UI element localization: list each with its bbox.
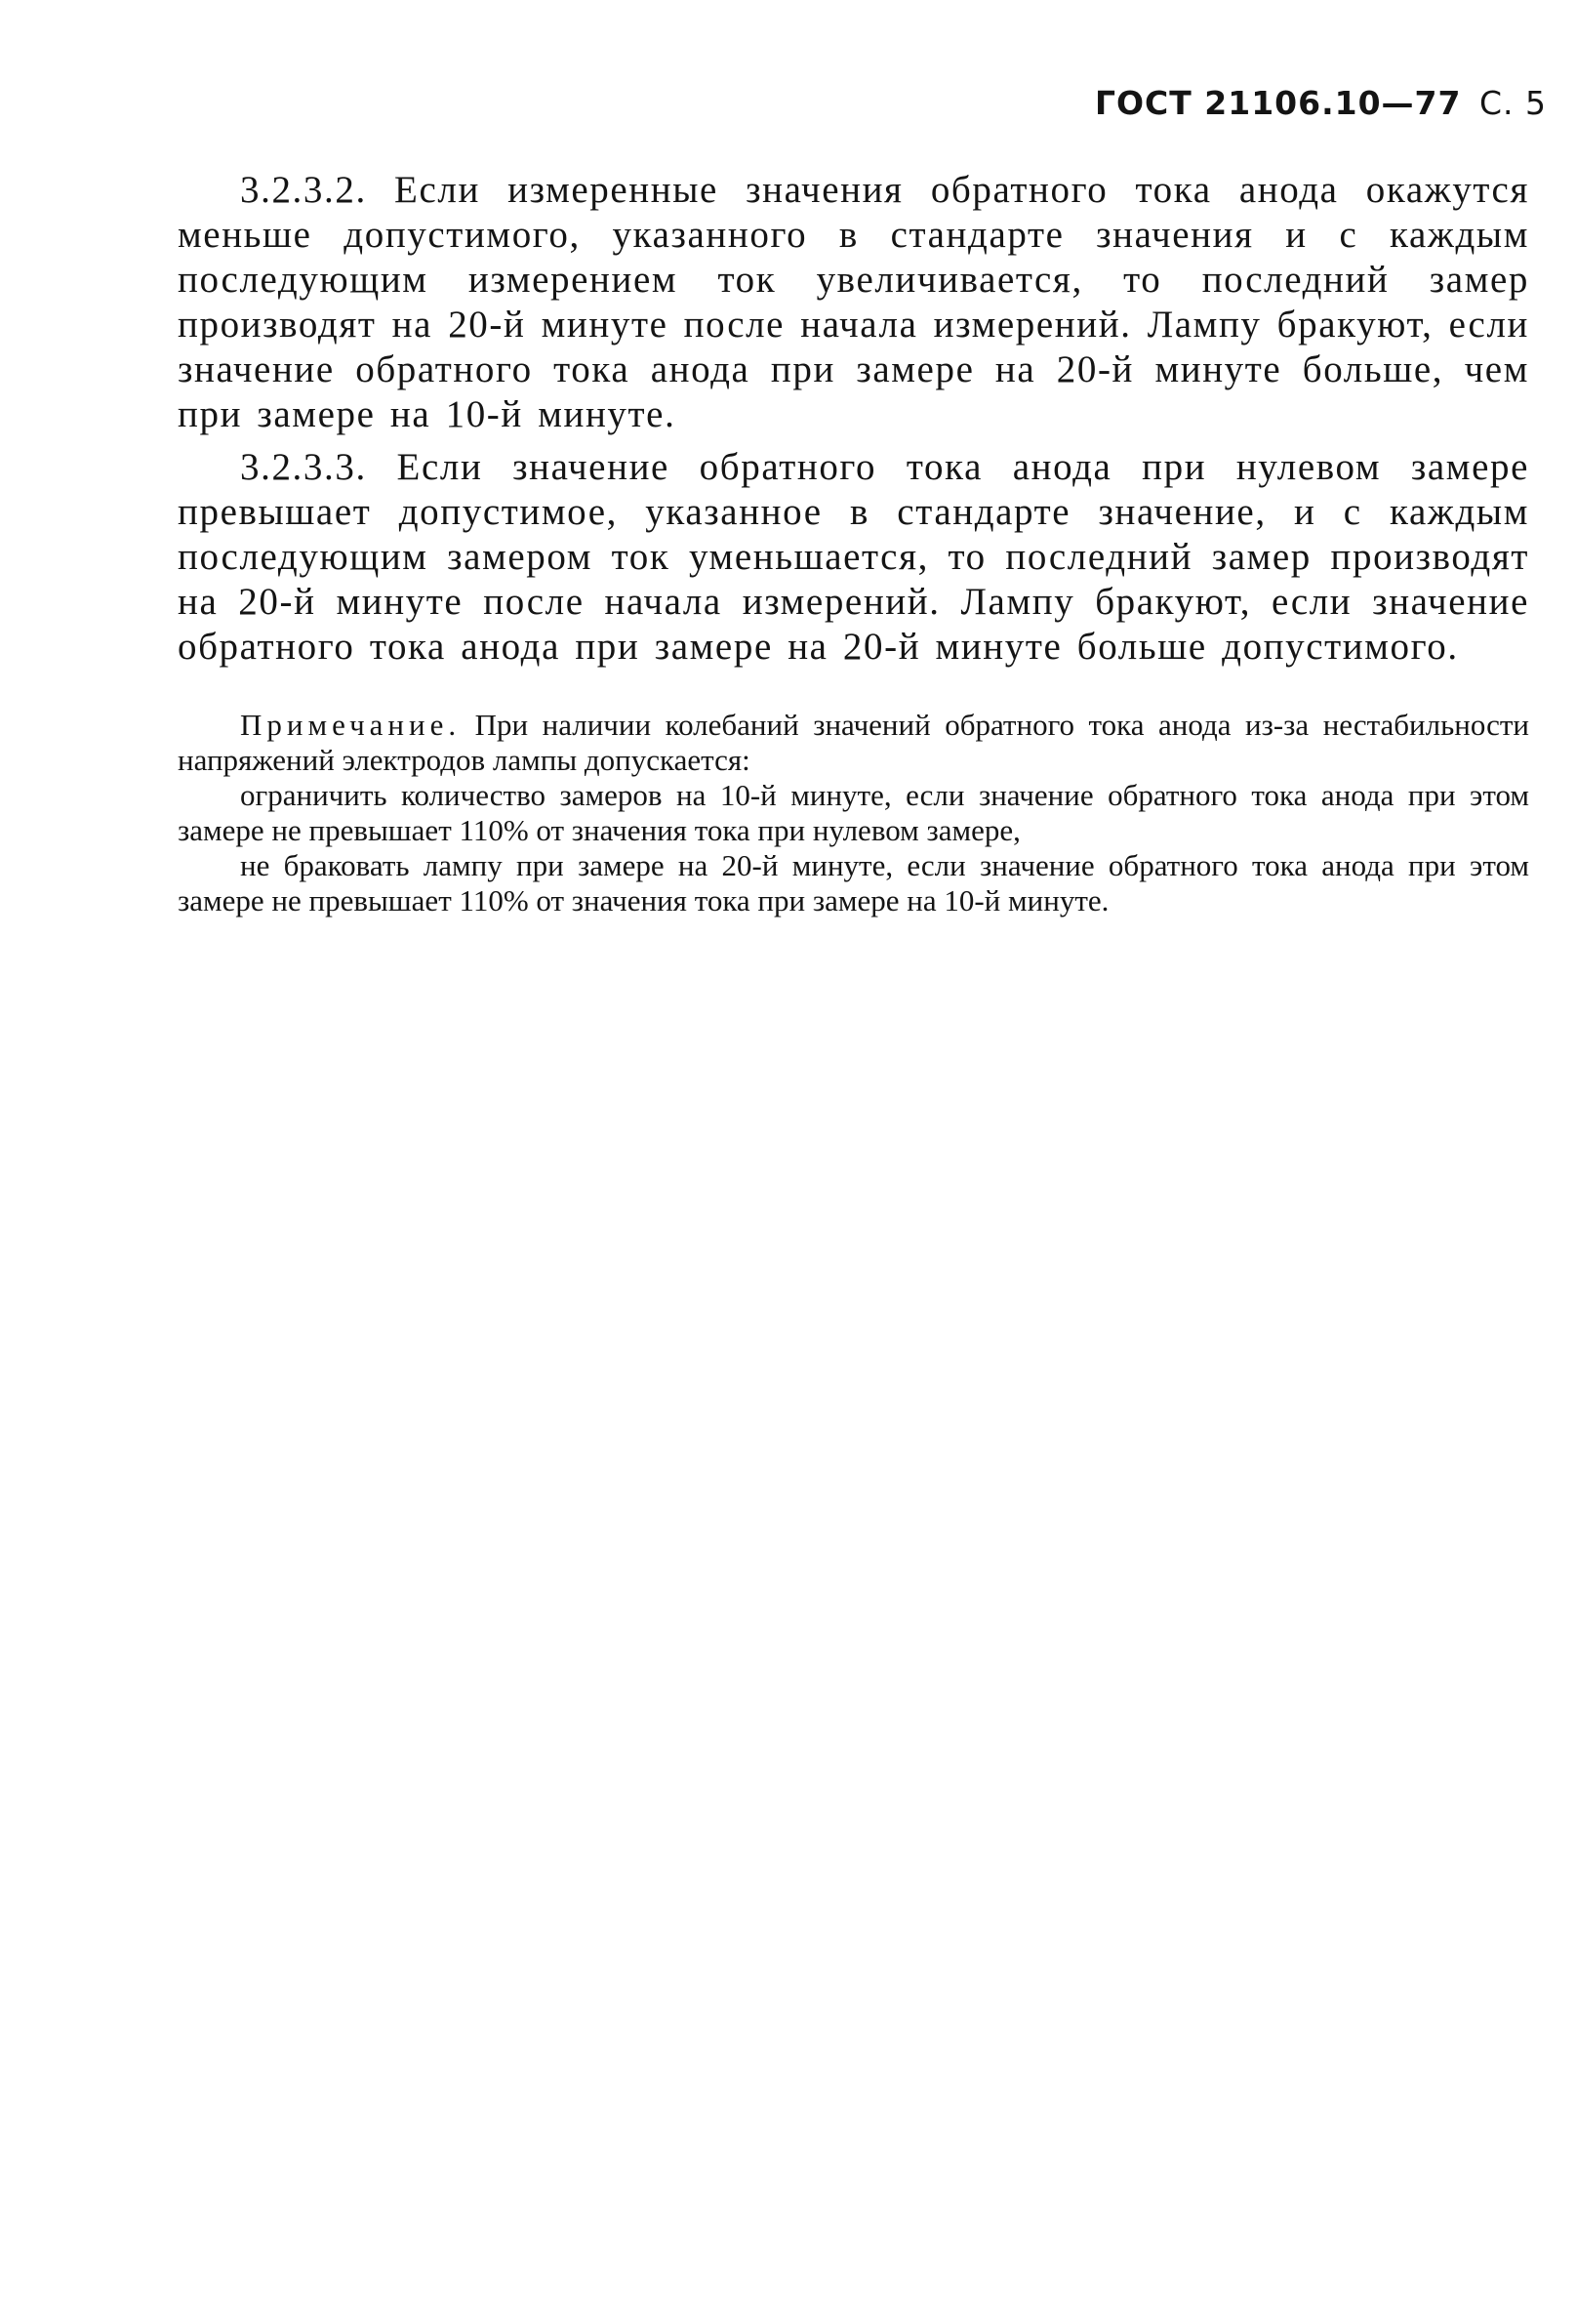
clause-paragraph [178,445,1529,670]
page-number: С. 5 [1478,84,1547,122]
running-header [1095,84,1547,122]
clause-number: 3.2.3.2. [240,169,367,211]
clause-text: Если измеренные значения обратного тока анода окажутся меньше допустимого, указанного в стандарте значения и с каждым последующим измерением ток увеличивается, то последний замер производят на 20-й минуте после начала измерений. Лампу бракуют, если значение обратного тока анода при замере на 20-й минуте больше, чем при замере на 10-й минуте. [178,169,1529,435]
clause-text: Если значение обратного тока анода при нулевом замере превышает допустимое, указанное в стандарте значение, и с каждым последующим замером ток уменьшается, то последний замер производят на 20-й минуте после начала измерений. Лампу бракуют, если значение обратного тока анода при замере на 20-й минуте больше допустимого. [178,446,1529,668]
clause-paragraph [178,168,1529,437]
note-item: не браковать лампу при замере на 20-й минуте, если значение обратного тока анода при этом замере не превышает 110% от значения тока при замере на 10-й минуте. [178,848,1529,917]
note-intro: При наличии колебаний значений обратного тока анода из-за нестабильности напряжений электродов лампы допускается: [178,708,1529,777]
clause-number: 3.2.3.3. [240,446,367,488]
standard-number: ГОСТ 21106.10—77 [1094,84,1462,122]
note-block [178,708,1529,918]
note-intro-paragraph [178,708,1529,778]
note-label: Примечание. [240,708,462,742]
body-text [178,168,1529,677]
note-item: ограничить количество замеров на 10-й минуте, если значение обратного тока анода при этом замере не превышает 110% от значения тока при нулевом замере, [178,778,1529,847]
